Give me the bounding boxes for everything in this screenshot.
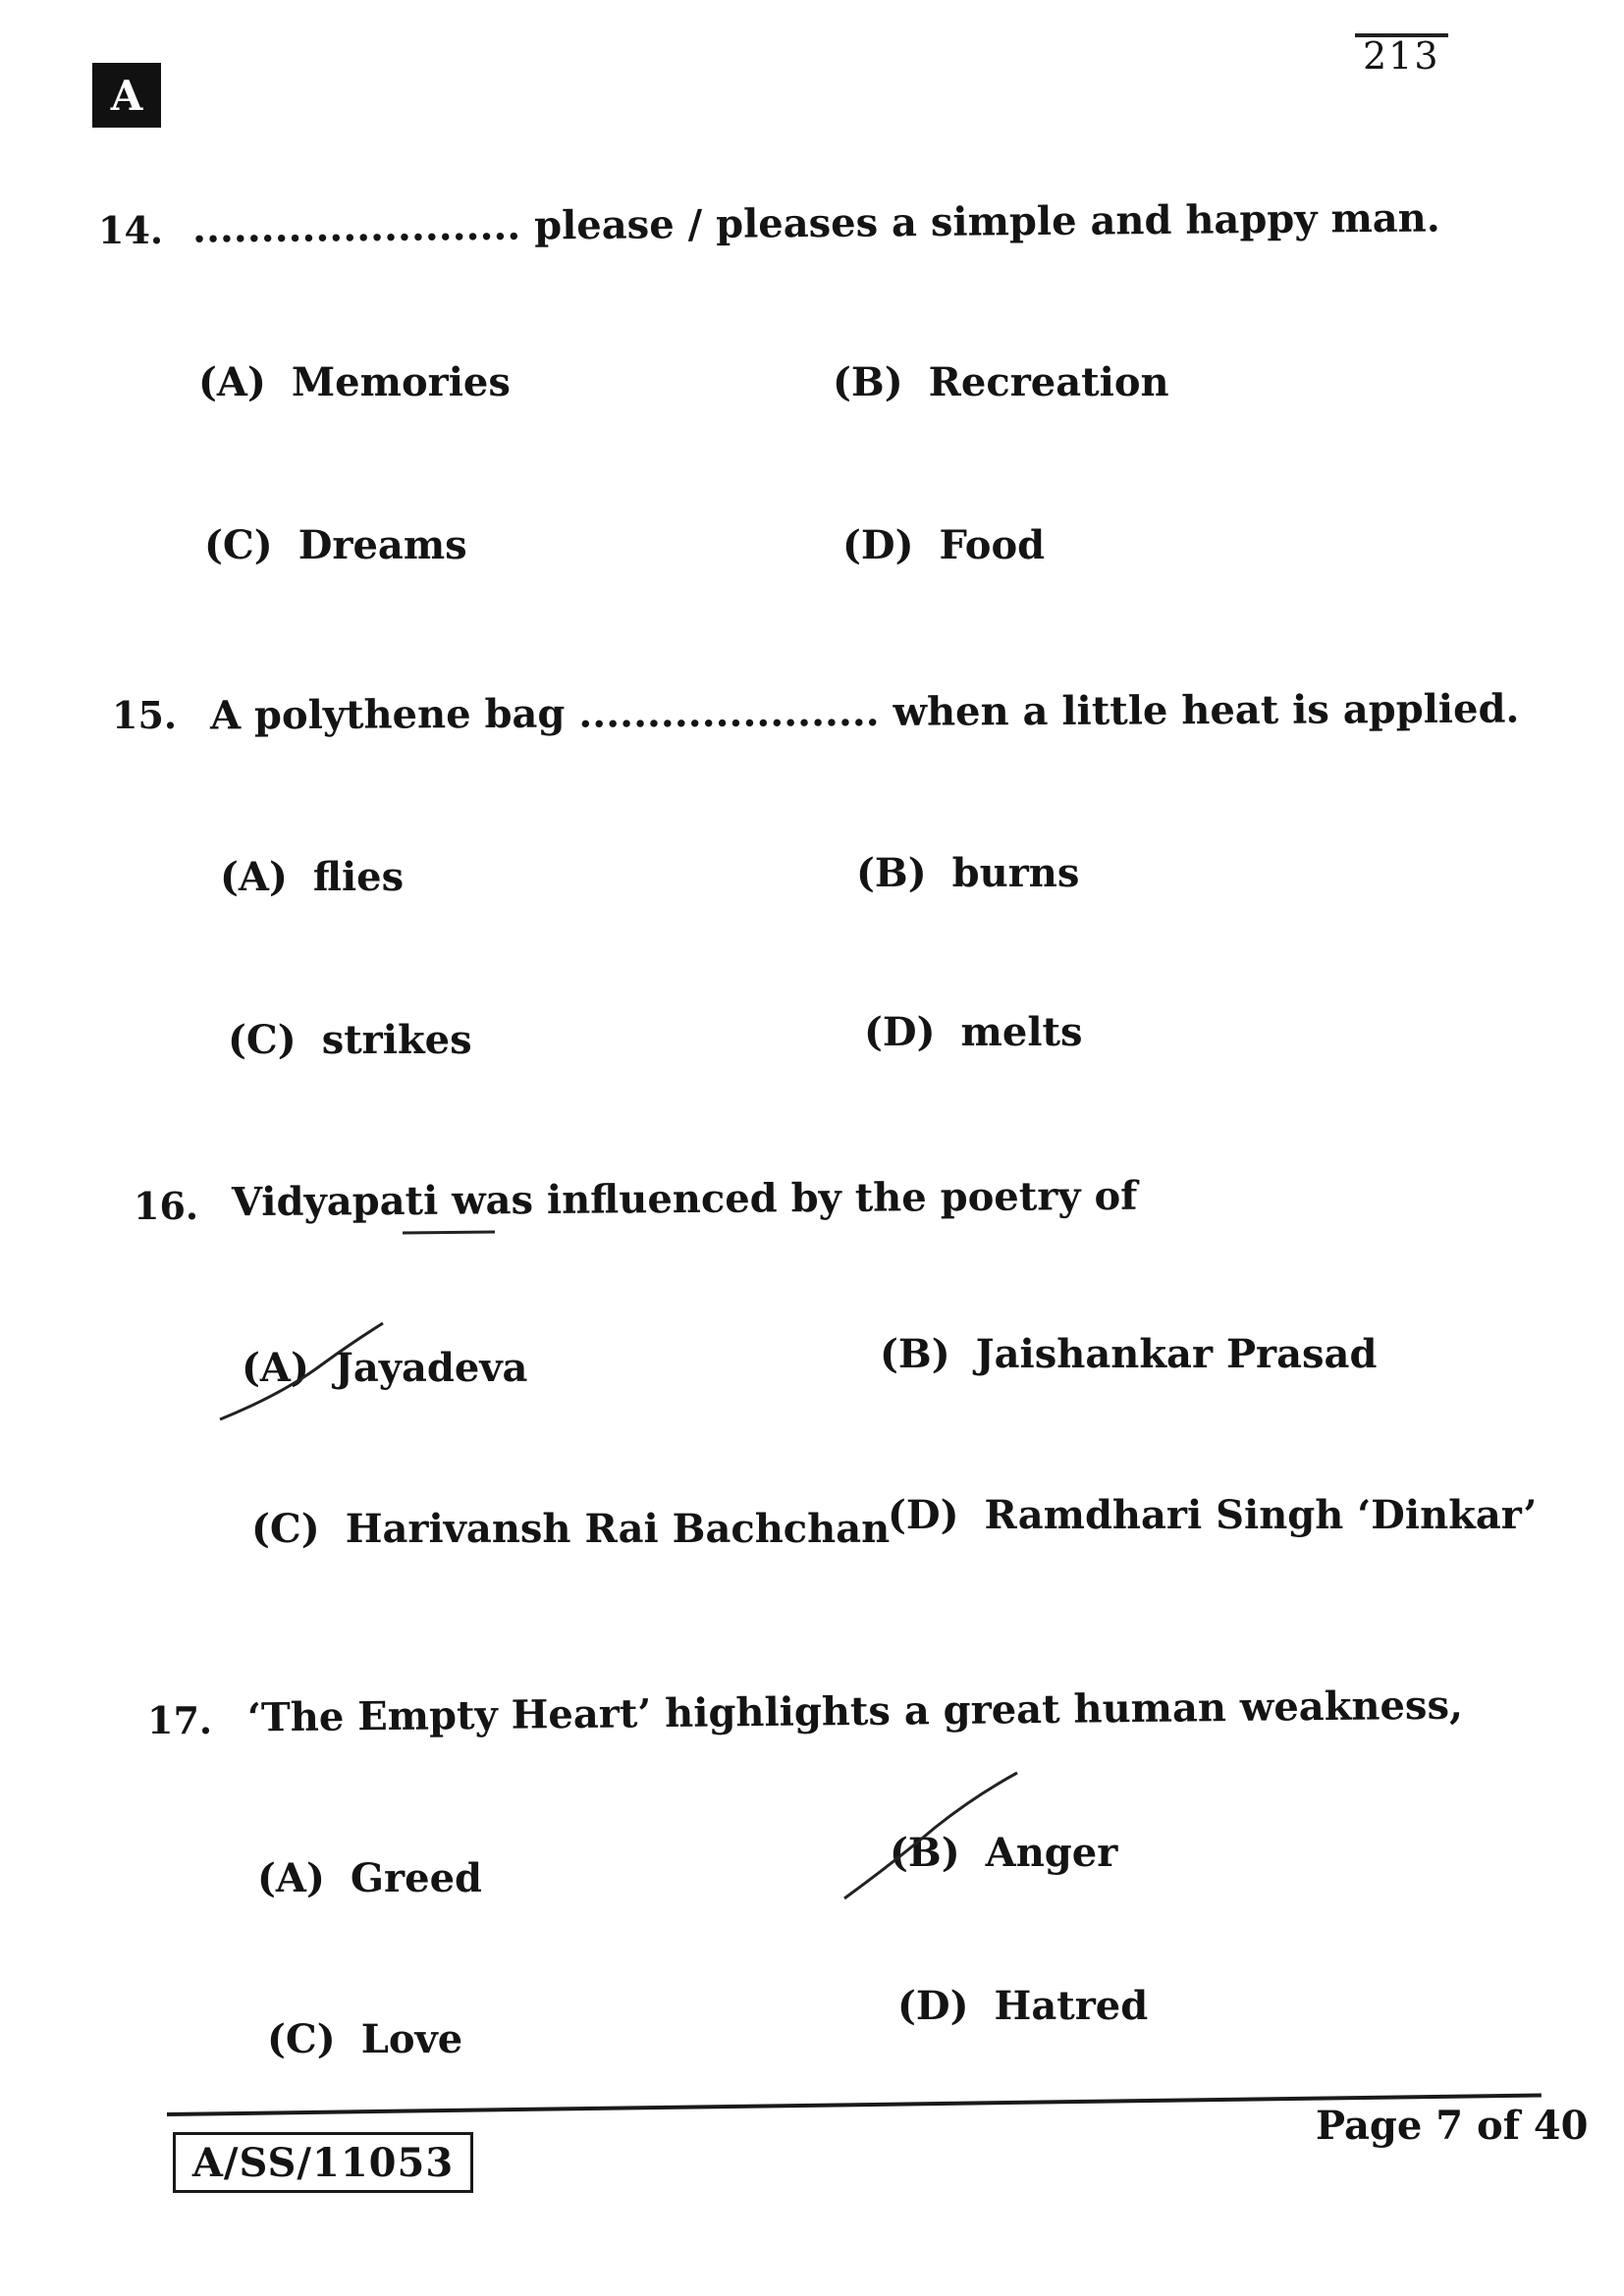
- option-text: Memories: [291, 359, 511, 405]
- underline-mark: [401, 1227, 499, 1239]
- option-label: (A): [198, 359, 266, 405]
- option-text: Ramdhari Singh ‘Dinkar’: [984, 1492, 1538, 1538]
- option-label: (C): [251, 1506, 320, 1552]
- option-d: [897, 1983, 1148, 2029]
- option-text: Anger: [985, 1830, 1118, 1876]
- option-text: Recreation: [928, 359, 1169, 405]
- option-text: strikes: [321, 1017, 472, 1063]
- option-label: (B): [880, 1331, 950, 1377]
- option-text: Food: [939, 522, 1046, 568]
- option-c: [204, 522, 467, 568]
- question-number: 16.: [134, 1184, 199, 1228]
- option-c: [251, 1506, 890, 1552]
- option-label: (D): [842, 522, 914, 568]
- option-label: (B): [833, 359, 903, 405]
- option-b: [856, 850, 1079, 896]
- option-text: Love: [360, 2016, 463, 2062]
- option-label: (C): [228, 1017, 297, 1063]
- option-label: (B): [890, 1830, 960, 1876]
- option-label: (D): [888, 1492, 959, 1538]
- question-number: 17.: [147, 1698, 213, 1742]
- question-text: A polythene bag ...................... when a little heat is applied.: [209, 685, 1520, 739]
- tick-mark-q16: [214, 1315, 391, 1433]
- question-number: 15.: [112, 693, 178, 737]
- option-text: Hatred: [994, 1983, 1149, 2029]
- option-c: [228, 1017, 472, 1063]
- set-label-badge: A: [92, 63, 161, 128]
- tick-mark-q17: [837, 1767, 1023, 1904]
- option-label: (A): [242, 1345, 309, 1391]
- option-b: [833, 359, 1169, 405]
- option-label: (D): [897, 1983, 969, 2029]
- option-label: (C): [204, 522, 273, 568]
- option-d: [842, 522, 1045, 568]
- option-c: [267, 2016, 462, 2062]
- option-text: burns: [951, 850, 1080, 896]
- question-text: ‘The Empty Heart’ highlights a great human weakness,: [246, 1682, 1464, 1741]
- option-a: [220, 854, 404, 900]
- option-text: Dreams: [298, 522, 467, 568]
- option-label: (A): [220, 854, 288, 900]
- option-a: [198, 359, 511, 405]
- option-text: Jaishankar Prasad: [975, 1331, 1378, 1377]
- option-label: (C): [267, 2016, 336, 2062]
- paper-code-box: A/SS/11053: [173, 2132, 473, 2193]
- page-code: 213: [1355, 33, 1448, 73]
- option-text: Jayadeva: [334, 1345, 528, 1391]
- question-text: Vidyapati was influenced by the poetry of: [231, 1172, 1138, 1226]
- option-label: (A): [257, 1855, 325, 1901]
- option-text: melts: [960, 1009, 1083, 1055]
- option-label: (D): [864, 1009, 936, 1055]
- page-number: Page 7 of 40: [1316, 2103, 1589, 2149]
- question-text: ........................ please / pleases a simple and happy man.: [191, 194, 1440, 252]
- option-text: Harivansh Rai Bachchan: [345, 1506, 891, 1552]
- option-d: [864, 1009, 1083, 1055]
- option-text: Greed: [350, 1855, 482, 1901]
- option-a: [257, 1855, 482, 1901]
- option-label: (B): [856, 850, 927, 896]
- question-number: 14.: [98, 208, 164, 252]
- option-text: flies: [312, 854, 405, 900]
- option-b: [880, 1331, 1377, 1377]
- option-d: [888, 1492, 1537, 1538]
